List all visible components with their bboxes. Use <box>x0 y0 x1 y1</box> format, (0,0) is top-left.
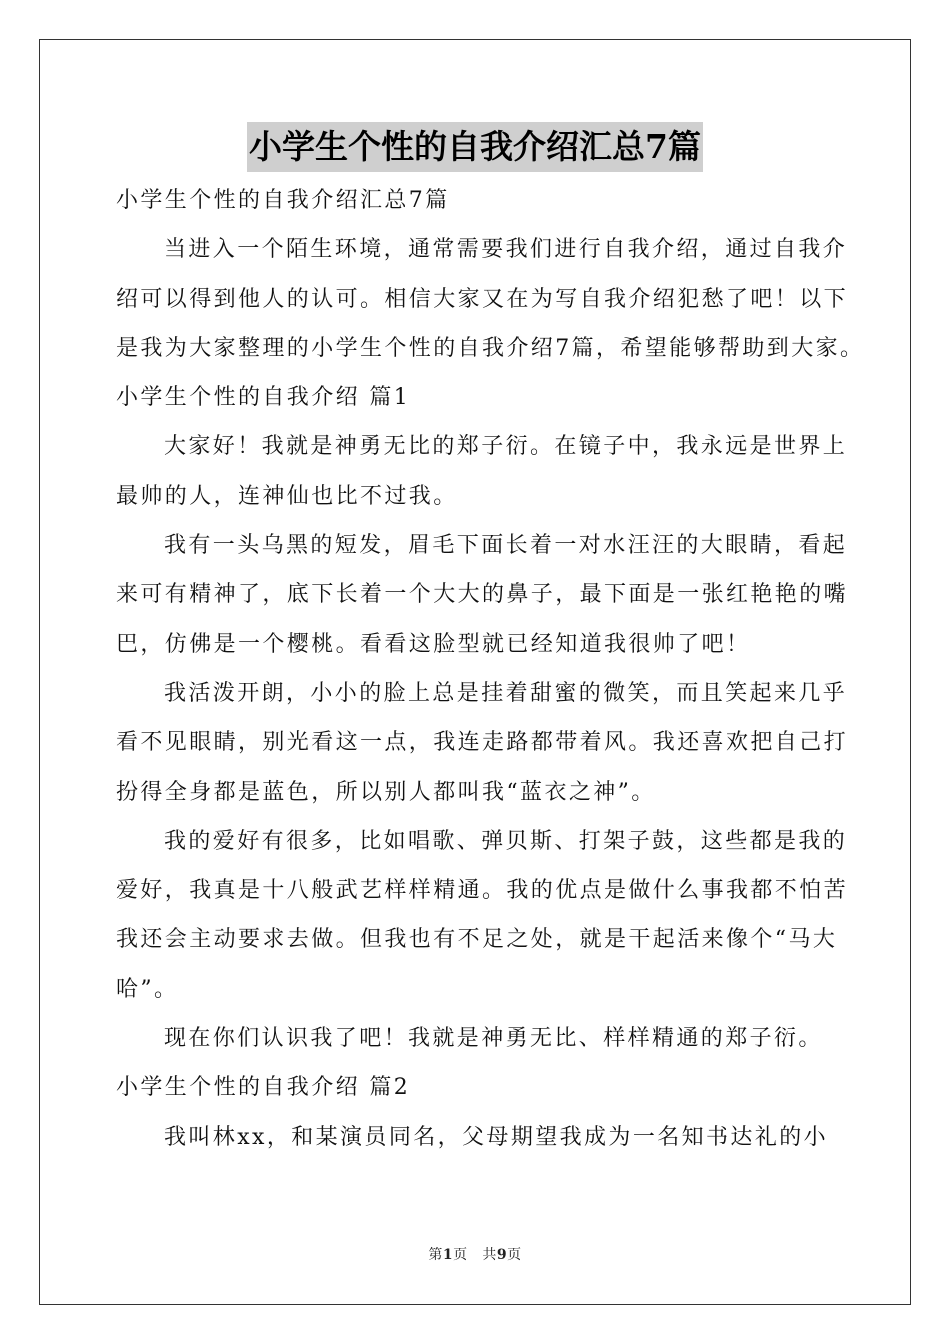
document-body <box>116 176 865 1162</box>
text-line: 我叫林xx，和某演员同名，父母期望我成为一名知书达礼的小 <box>164 1124 829 1150</box>
text-line: 我的爱好有很多，比如唱歌、弹贝斯、打架子鼓，这些都是我的 <box>164 828 848 854</box>
page-footer <box>0 1244 950 1264</box>
total-label-prefix: 共 <box>482 1247 497 1263</box>
text-line: 来可有精神了，底下长着一个大大的鼻子，最下面是一张红艳艳的嘴 <box>116 582 849 608</box>
text-line: 我有一头乌黑的短发，眉毛下面长着一对水汪汪的大眼睛，看起 <box>164 533 848 559</box>
text-line: 哈”。 <box>116 976 179 1002</box>
text-line: 爱好，我真是十八般武艺样样精通。我的优点是做什么事我都不怕苦 <box>116 878 849 904</box>
text-line: 当进入一个陌生环境，通常需要我们进行自我介绍，通过自我介 <box>164 237 848 263</box>
title-container <box>0 122 950 172</box>
total-page-count: 9 <box>496 1247 508 1263</box>
text-line: 最帅的人，连神仙也比不过我。 <box>116 483 458 509</box>
page-label-prefix: 第 <box>428 1247 443 1263</box>
text-line: 大家好！我就是神勇无比的郑子衍。在镜子中，我永远是世界上 <box>164 434 848 460</box>
text-line: 现在你们认识我了吧！我就是神勇无比、样样精通的郑子衍。 <box>164 1026 823 1052</box>
text-line: 小学生个性的自我介绍 篇2 <box>116 1075 411 1101</box>
text-line: 绍可以得到他人的认可。相信大家又在为写自我介绍犯愁了吧！以下 <box>116 286 849 312</box>
text-line: 巴，仿佛是一个樱桃。看看这脸型就已经知道我很帅了吧！ <box>116 631 751 657</box>
document-title: 小学生个性的自我介绍汇总7篇 <box>247 122 703 172</box>
text-line: 我活泼开朗，小小的脸上总是挂着甜蜜的微笑，而且笑起来几乎 <box>164 680 848 706</box>
text-line: 是我为大家整理的小学生个性的自我介绍7篇，希望能够帮助到大家。 <box>116 335 865 361</box>
page-label-suffix: 页 <box>453 1247 468 1263</box>
current-page-number: 1 <box>442 1247 454 1263</box>
text-line: 小学生个性的自我介绍 篇1 <box>116 385 411 411</box>
text-line: 我还会主动要求去做。但我也有不足之处，就是干起活来像个“马大 <box>116 927 838 953</box>
text-line: 扮得全身都是蓝色，所以别人都叫我“蓝衣之神”。 <box>116 779 656 805</box>
text-line: 小学生个性的自我介绍汇总7篇 <box>116 188 450 213</box>
text-line: 看不见眼睛，别光看这一点，我连走路都带着风。我还喜欢把自己打 <box>116 730 849 756</box>
total-label-suffix: 页 <box>507 1247 522 1263</box>
